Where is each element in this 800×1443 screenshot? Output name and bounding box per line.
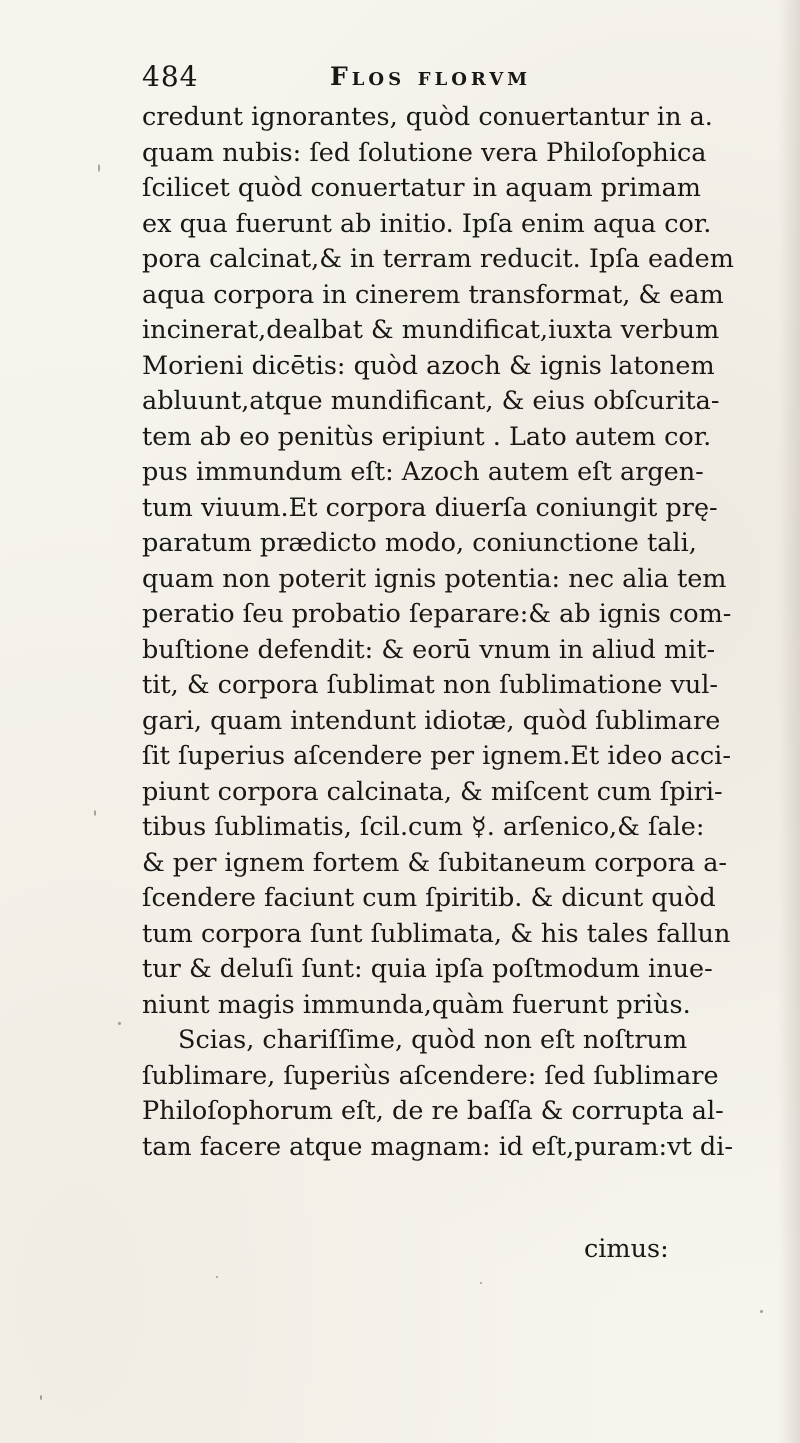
ink-speck [118,1022,121,1025]
text-line: piunt corpora calcinata, & miſcent cum ſpiri- [142,776,723,807]
text-line: quam nubis: ſed ſolutione vera Philoſophica [142,137,707,168]
text-line: tum viuum.Et corpora diuerſa coniungit prę- [142,492,718,523]
text-line: tem ab eo penitùs eripiunt . Lato autem cor. [142,421,712,452]
text-line: ſit ſuperius aſcendere per ignem.Et ideo acci- [142,741,731,771]
text-line: quam non poterit ignis potentia: nec alia tem [142,563,727,594]
page-number: 484 [142,60,199,93]
page-edge-shadow [778,0,800,1443]
text-line: peratio ſeu probatio ſeparare:& ab ignis com- [142,599,732,629]
text-line: incinerat,dealbat & mundificat,iuxta verbum [142,315,720,345]
ink-speck [760,1310,763,1313]
text-line: tit, & corpora ſublimat non ſublimatione vul- [142,670,719,700]
text-line: Philoſophorum eſt, de re baſſa & corrupta al- [142,1096,724,1126]
ink-speck [40,1395,42,1400]
text-line: tum corpora ſunt ſublimata, & his tales fallun [142,918,731,949]
text-line: paratum prædicto modo, coniunctione tali, [142,528,697,558]
text-line: pus immundum eſt: Azoch autem eſt argen- [142,457,704,487]
text-line: buſtione defendit: & eorū vnum in aliud mit- [142,634,716,665]
running-title: Flos florvm [330,62,532,91]
body-text [142,100,734,1165]
text-line: pora calcinat,& in terram reducit. Ipſa eadem [142,244,734,274]
ink-speck [480,1282,482,1284]
text-line: niunt magis immunda,quàm fuerunt priùs. [142,989,691,1020]
ink-speck [216,1276,218,1278]
text-line: tam facere atque magnam: id eſt,puram:vt di- [142,1131,733,1162]
catchword: cimus: [584,1234,669,1264]
ink-speck [98,164,100,172]
text-line: ſcendere faciunt cum ſpiritib. & dicunt quòd [142,883,716,913]
text-line: ſcilicet quòd conuertatur in aquam primam [142,173,701,203]
text-line: gari, quam intendunt idiotæ, quòd ſublimare [142,705,721,736]
text-line: & per ignem fortem & ſubitaneum corpora a- [142,847,728,878]
text-line: credunt ignorantes, quòd conuertantur in a. [142,102,713,132]
text-line: tur & deluſi ſunt: quia ipſa poſtmodum inue- [142,954,713,984]
text-line: aqua corpora in cinerem transformat, & eam [142,279,724,310]
text-line: ſublimare, ſuperiùs aſcendere: ſed ſublimare [142,1060,719,1091]
text-line: Scias, chariſſime, quòd non eſt noſtrum [178,1025,688,1055]
text-line: ex qua fuerunt ab initio. Ipſa enim aqua cor. [142,208,712,239]
text-line: tibus ſublimatis, ſcil.cum ☿. arſenico,& ſale: [142,812,705,842]
text-line: Morieni dicētis: quòd azoch & ignis latonem [142,350,715,381]
text-line: abluunt,atque mundificant, & eius obſcurita- [142,386,720,416]
ink-speck [94,810,96,816]
page-header [142,60,662,96]
